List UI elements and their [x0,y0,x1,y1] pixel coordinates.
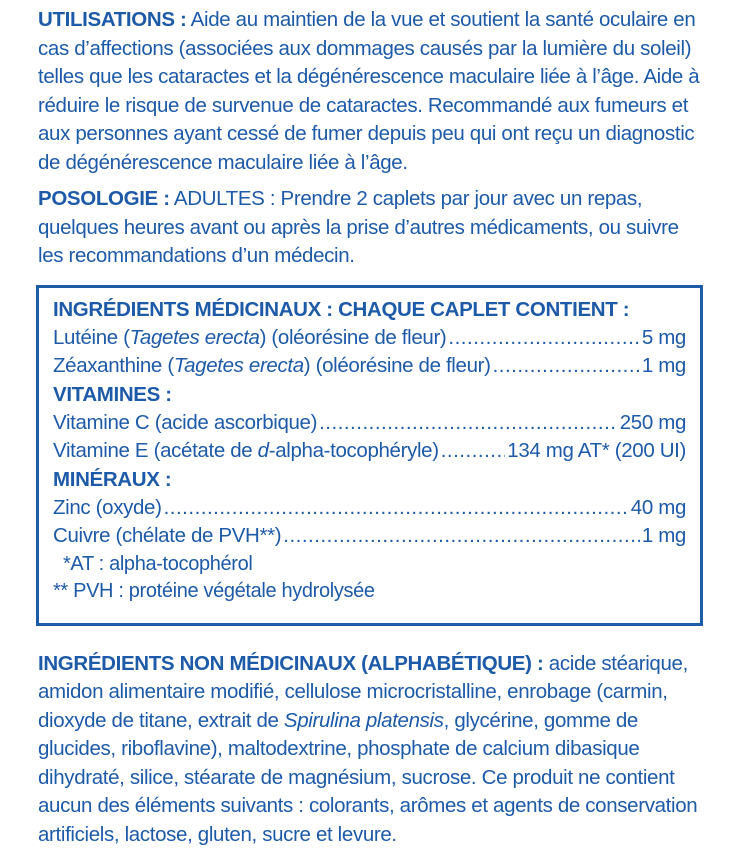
leader-dots [448,324,639,353]
ingredient-name: Zéaxanthine (Tagetes erecta) (oléorésine de fleur) [53,354,491,377]
latin-name: Tagetes erecta [129,325,260,349]
usage-label: UTILISATIONS : [38,8,187,31]
usage-text: Aide au maintien de la vue et soutient la santé oculaire en cas d’affections (associées aux dommages causés par la lumière du soleil) telles que les cataractes et la dégénérescence maculaire liée à l’âge. Aide à réduire le risque de survenue de cataractes. Recommandé aux fumeurs et aux personnes ayant cessé de fumer depuis peu qui ont reçu un diagnostic de dégénérescence maculaire liée à l’âge. [38,8,700,174]
ingredient-amount: 1 mg [641,354,686,377]
ingredient-amount: 1 mg [641,524,686,547]
ingredient-name: Vitamine E (acétate de d-alpha-tocophéryle) [53,439,439,462]
ingredient-amount: 40 mg [630,495,686,519]
leader-dots [441,437,506,466]
usage-paragraph [38,6,703,177]
footnote-pvh: ** PVH : protéine végétale hydrolysée [53,579,375,602]
ingredient-row-zeaxanthin [53,352,686,381]
ingredient-name: Lutéine (Tagetes erecta) (oléorésine de fleur) [53,325,447,349]
nonmedicinal-label: INGRÉDIENTS NON MÉDICINAUX (ALPHABÉTIQUE) : [38,651,544,675]
leader-dots [283,522,640,551]
leader-dots [493,352,640,381]
ingredient-row-vitamin-c [53,409,686,438]
ingredient-amount: 134 mg AT* (200 UI) [507,439,686,462]
medicinal-title: INGRÉDIENTS MÉDICINAUX : CHAQUE CAPLET CONTIENT : [53,297,630,321]
medicinal-ingredients-box [36,285,703,626]
ingredient-row-lutein [53,324,686,353]
nonmedicinal-paragraph [38,650,703,850]
nonmedicinal-text-after: , glycérine, gomme de glucides, riboflavine), maltodextrine, phosphate de calcium dibasique dihydraté, silice, stéarate de magnésium, sucrose. Ce produit ne contient aucun des éléments suivants : colorants, arômes et agents de conservation artificiels, lactose, gluten, sucre et levure. [38,708,698,846]
leader-dots [319,409,618,438]
dosage-text: ADULTES : Prendre 2 caplets par jour avec un repas, quelques heures avant ou après la prise d’autres médicaments, ou suivre les recommandations d’un médecin. [38,187,679,267]
ingredient-name: Cuivre (chélate de PVH**) [53,524,282,547]
nonmedicinal-text-before: acide stéarique, amidon alimentaire modifié, cellulose microcristalline, enrobage (carmin, dioxyde de titane, extrait de [38,651,688,732]
ingredient-row-zinc [53,494,686,523]
dosage-paragraph [38,185,703,271]
dosage-label: POSOLOGIE : [38,187,170,210]
leader-dots [164,494,629,523]
ingredient-row-copper [53,522,686,551]
ingredient-amount: 250 mg [619,410,686,434]
ingredient-name: Zinc (oxyde) [53,495,162,519]
latin-name: Tagetes erecta [173,354,304,377]
ingredient-amount: 5 mg [641,325,686,349]
italic-prefix: d [257,439,269,462]
ingredient-row-vitamin-e [53,437,686,466]
ingredient-name: Vitamine C (acide ascorbique) [53,410,318,434]
footnote-at: *AT : alpha-tocophérol [63,552,253,575]
vitamins-title: VITAMINES : [53,382,172,406]
minerals-title: MINÉRAUX : [53,467,172,491]
latin-name: Spirulina platensis [283,708,444,732]
